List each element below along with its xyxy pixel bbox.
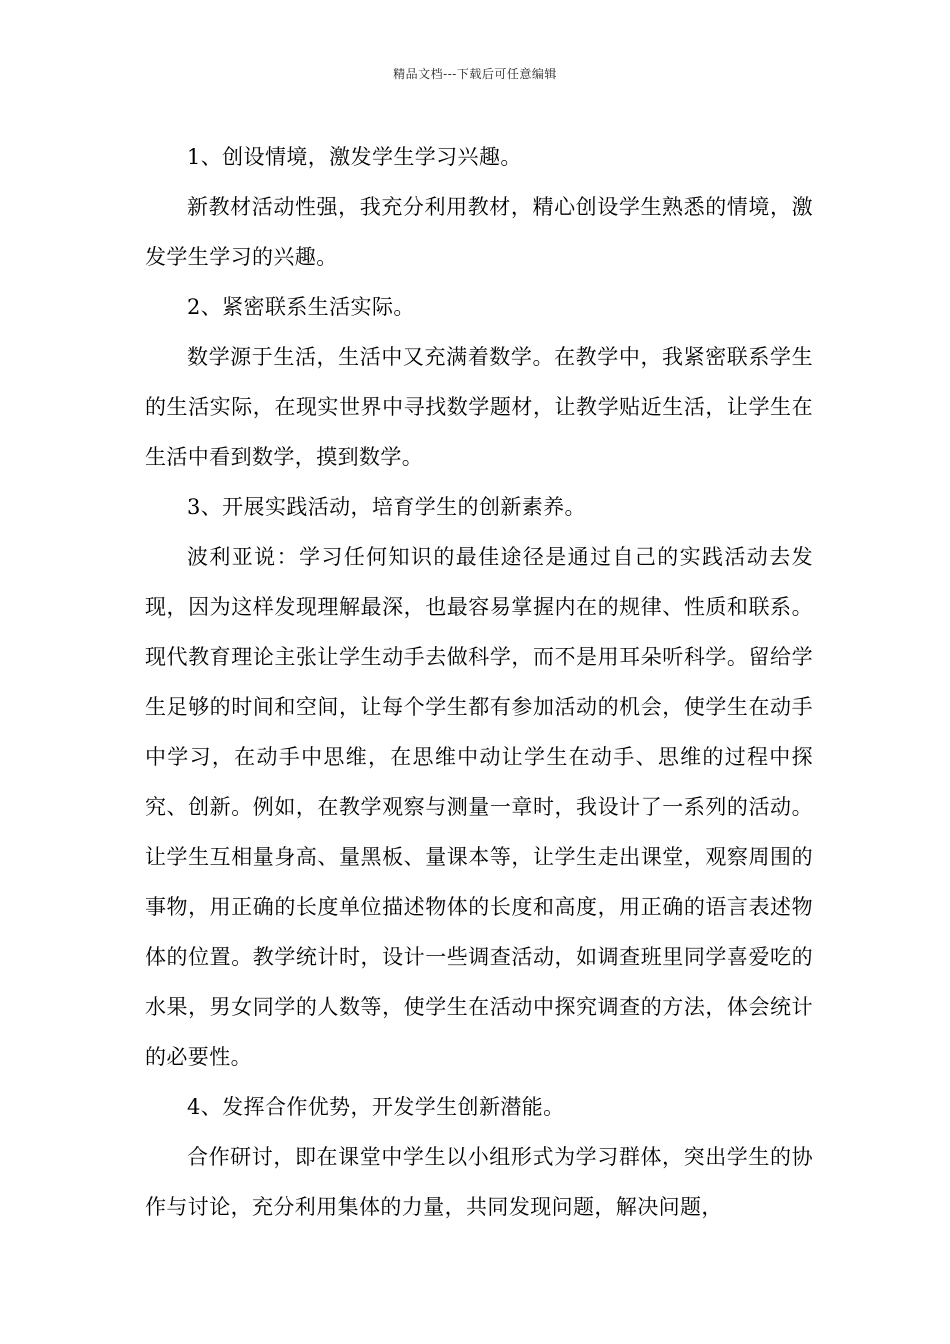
heading-1: 1、创设情境，激发学生学习兴趣。 (187, 145, 522, 169)
heading-3: 3、开展实践活动，培育学生的创新素养。 (187, 495, 586, 519)
paragraph-4: 合作研讨，即在课堂中学生以小组形式为学习群体，突出学生的协作与讨论，充分利用集体的力量，共同发现问题，解决问题， (145, 1145, 813, 1219)
heading-2: 2、紧密联系生活实际。 (187, 295, 415, 319)
page-header: 精品文档---下载后可任意编辑 (393, 67, 557, 81)
heading-4: 4、发挥合作优势，开发学生创新潜能。 (187, 1095, 565, 1119)
paragraph-2: 数学源于生活，生活中又充满着数学。在教学中，我紧密联系学生的生活实际，在现实世界中寻找数学题材，让教学贴近生活，让学生在生活中看到数学，摸到数学。 (145, 345, 813, 469)
paragraph-1: 新教材活动性强，我充分利用教材，精心创设学生熟悉的情境，激发学生学习的兴趣。 (145, 195, 813, 269)
document-body (145, 132, 813, 1232)
paragraph-3: 波利亚说：学习任何知识的最佳途径是通过自己的实践活动去发现，因为这样发现理解最深，也最容易掌握内在的规律、性质和联系。现代教育理论主张让学生动手去做科学，而不是用耳朵听科学。留给学生足够的时间和空间，让每个学生都有参加活动的机会，使学生在动手中学习，在动手中思维，在思维中动让学生在动手、思维的过程中探究、创新。例如，在教学观察与测量一章时，我设计了一系列的活动。让学生互相量身高、量黑板、量课本等，让学生走出课堂，观察周围的事物，用正确的长度单位描述物体的长度和高度，用正确的语言表述物体的位置。教学统计时，设计一些调查活动，如调查班里同学喜爱吃的水果，男女同学的人数等，使学生在活动中探究调查的方法，体会统计的必要性。 (145, 545, 813, 1069)
